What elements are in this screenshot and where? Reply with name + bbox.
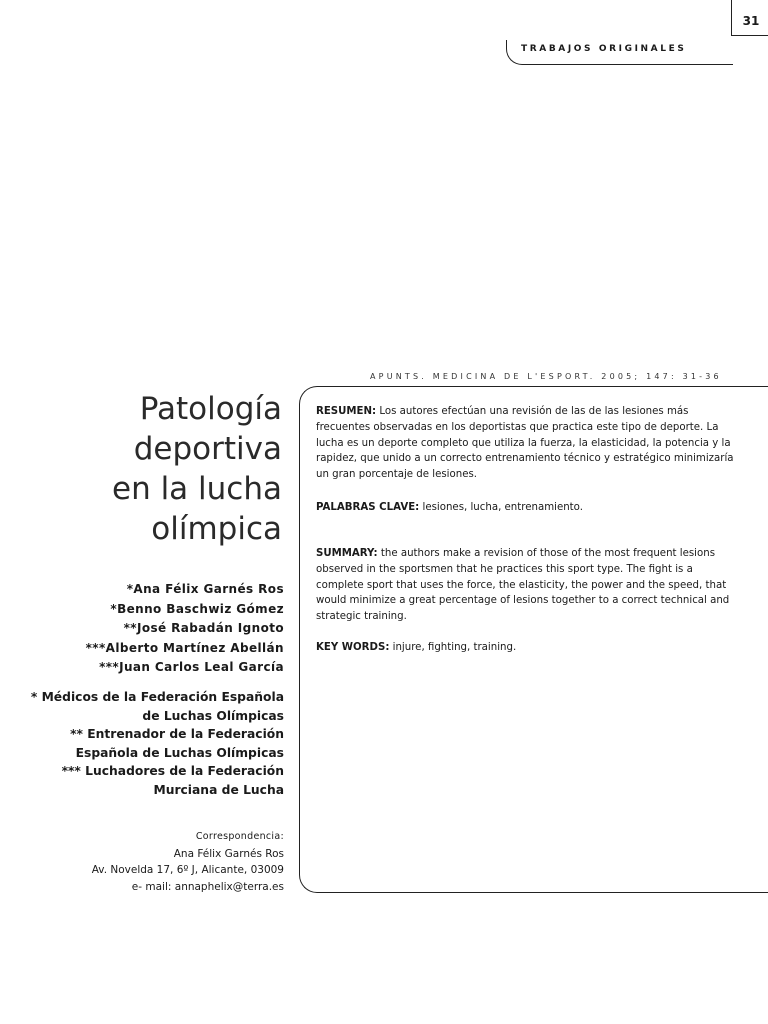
correspondence-line: Av. Novelda 17, 6º J, Alicante, 03009 [91,864,284,877]
author: *Ana Félix Garnés Ros [126,582,284,596]
author: ***Alberto Martínez Abellán [85,640,284,655]
affiliation-line: *** Luchadores de la Federación [61,764,284,779]
author: ***Juan Carlos Leal García [99,660,284,674]
palabras-clave-paragraph [316,500,734,516]
affiliation-line: ** Entrenador de la Federación [70,727,284,742]
affiliation-line: Murciana de Lucha [153,782,284,797]
correspondence-line: Ana Félix Garnés Ros [173,847,284,860]
title-line: en la lucha [112,471,282,507]
page-number: 31 [742,14,760,28]
correspondence-block [40,829,284,895]
section-label: TRABAJOS ORIGINALES [521,44,687,54]
palabras-clave-text: lesiones, lucha, entrenamiento. [422,502,583,513]
keywords-label: KEY WORDS: [316,642,390,653]
title-line: deportiva [133,431,282,467]
author: **José Rabadán Ignoto [123,621,284,635]
correspondence-heading: Correspondencia: [195,831,284,842]
affiliation-line: Española de Luchas Olímpicas [75,745,284,760]
summary-label: SUMMARY: [316,548,378,559]
title-line: Patología [139,391,282,427]
resumen-text: Los autores efectúan una revisión de las de las lesiones más frecuentes observadas en los deportistas que practica este tipo de deporte. La lucha es un deporte completo que utiliza la fuerza, la elasticidad, la potencia y la rapidez, que unido a un correcto entrenamiento técnico y estratégico minimizaría un gran porcentaje de lesiones. [316,406,734,481]
journal-citation: APUNTS. MEDICINA DE L'ESPORT. 2005; 147: 31-36 [370,372,722,381]
affiliation-line: * Médicos de la Federación Española [30,690,284,704]
page-number-underline [731,35,768,36]
author-list [20,580,284,678]
title-line: olímpica [151,511,282,547]
page-number-divider [731,0,732,36]
keywords-paragraph [316,640,734,656]
summary-text: the authors make a revision of those of the most frequent lesions observed in the sportsmen that he practices this sport type. The fight is a complete sport that uses the force, the elasticity, the power and the speed, that would minimize a great percentage of lesions together to a correct technical and strategic training. [316,548,730,623]
affiliation-line: de Luchas Olímpicas [142,708,284,723]
resumen-paragraph [316,404,734,483]
palabras-clave-label: PALABRAS CLAVE: [316,502,420,513]
affiliation-list [20,688,284,800]
article-title [60,389,282,549]
author: *Benno Baschwiz Gómez [110,601,284,616]
resumen-label: RESUMEN: [316,406,377,417]
summary-paragraph [316,546,734,625]
correspondence-email[interactable]: e- mail: annaphelix@terra.es [131,880,284,893]
keywords-text: injure, fighting, training. [392,642,517,653]
